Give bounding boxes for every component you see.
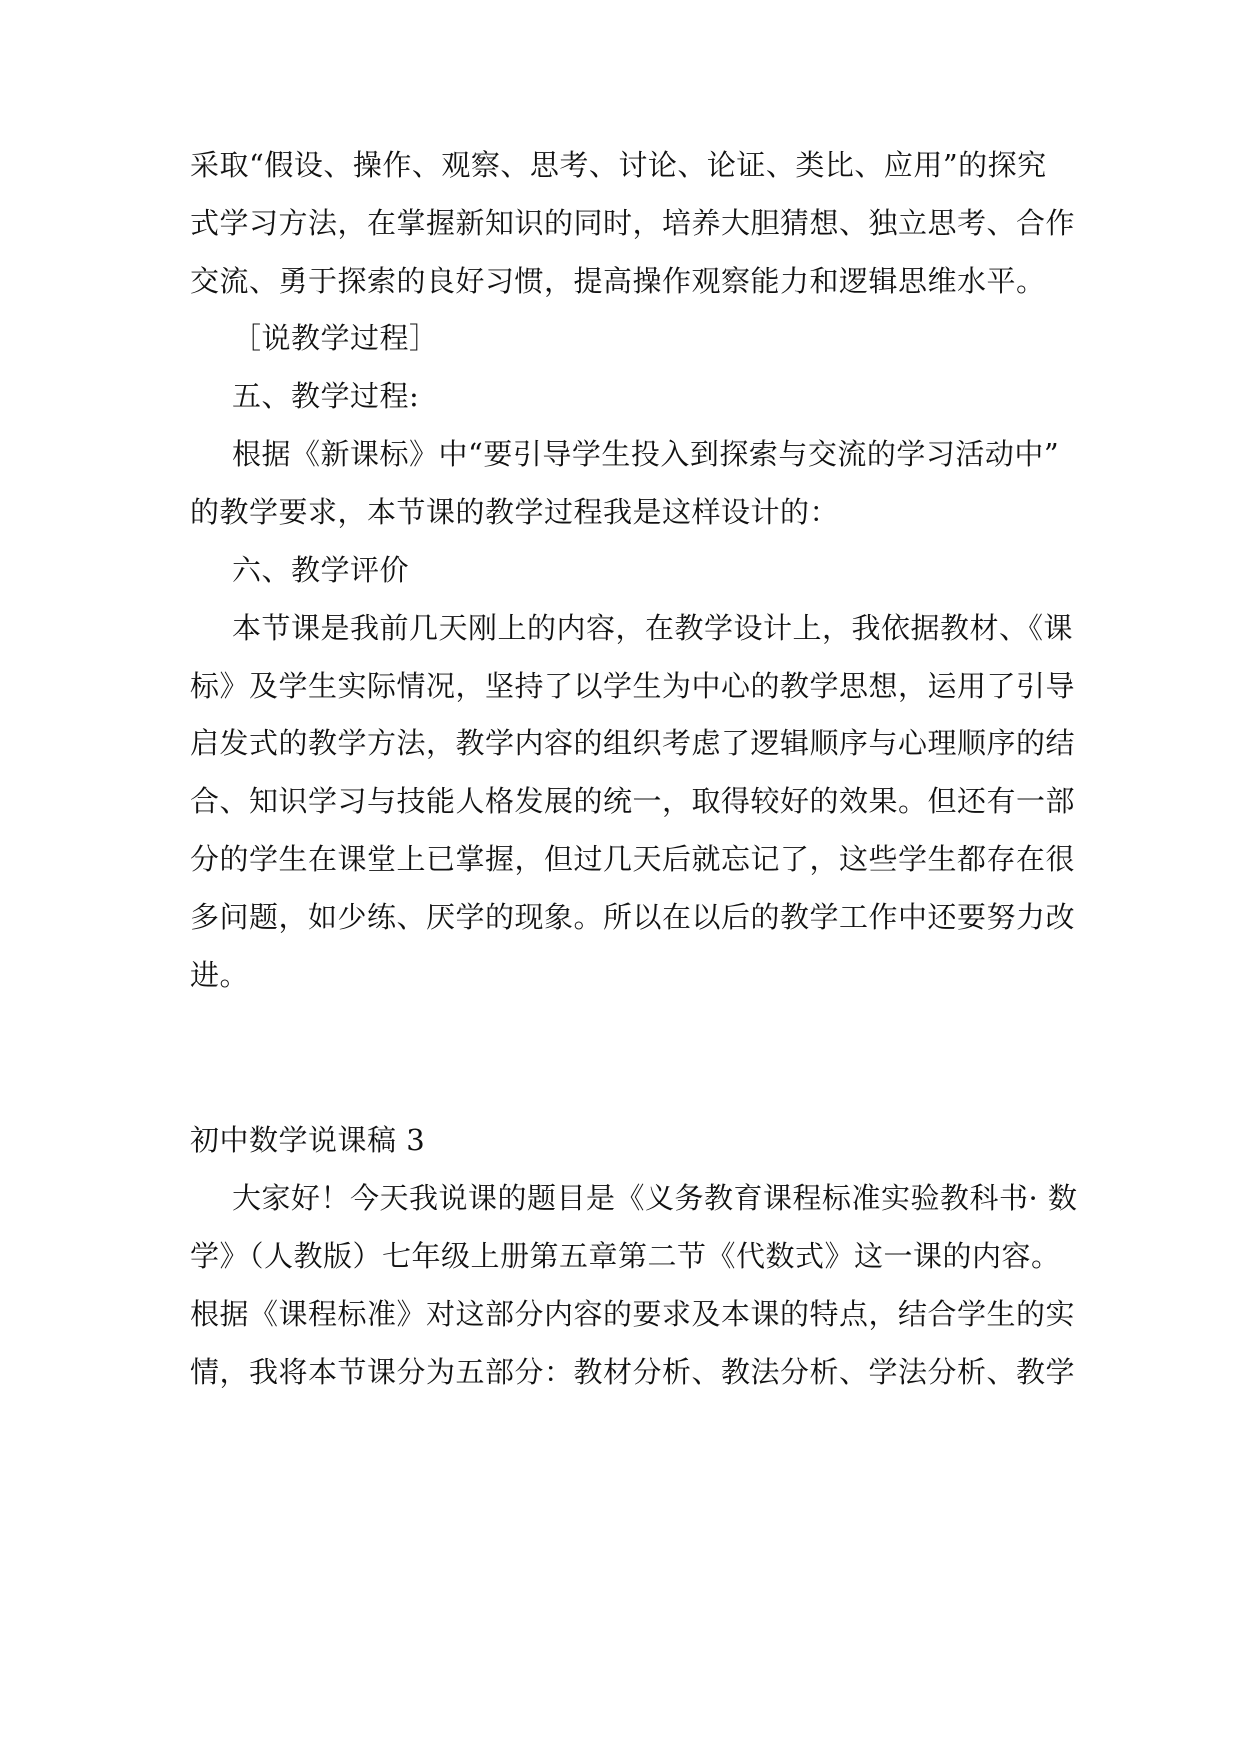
text-line: 交流、勇于探索的良好习惯，提高操作观察能力和逻辑思维水平。 (190, 264, 1046, 298)
text-line: 大家好！今天我说课的题目是《义务教育课程标准实验教科书· 数 (232, 1181, 1078, 1215)
heading-teaching-evaluation: 六、教学评价 (232, 553, 410, 587)
text-line: 采取“假设、操作、观察、思考、讨论、论证、类比、应用”的探究 (190, 148, 1047, 182)
text-line: 启发式的教学方法，教学内容的组织考虑了逻辑顺序与心理顺序的结 (190, 726, 1076, 760)
text-line: 情，我将本节课分为五部分：教材分析、教法分析、学法分析、教学 (190, 1355, 1076, 1389)
text-line: 本节课是我前几天刚上的内容，在教学设计上，我依据教材、《课 (232, 611, 1074, 645)
text-line: 的教学要求，本节课的教学过程我是这样设计的： (190, 495, 840, 529)
text-line: 根据《课程标准》对这部分内容的要求及本课的特点，结合学生的实 (190, 1297, 1076, 1331)
text-line: 分的学生在课堂上已掌握，但过几天后就忘记了，这些学生都存在很 (190, 842, 1076, 876)
section-label-teaching-process: ［说教学过程］ (232, 321, 439, 355)
text-line: 根据《新课标》中“要引导学生投入到探索与交流的学习活动中” (232, 437, 1060, 471)
document-title-3: 初中数学说课稿 3 (190, 1123, 426, 1157)
text-line: 合、知识学习与技能人格发展的统一，取得较好的效果。但还有一部 (190, 784, 1076, 818)
text-line: 多问题，如少练、厌学的现象。所以在以后的教学工作中还要努力改 (190, 900, 1076, 934)
heading-teaching-process: 五、教学过程: (232, 379, 420, 413)
text-line: 标》及学生实际情况，坚持了以学生为中心的教学思想，运用了引导 (190, 669, 1076, 703)
text-line: 学》（人教版）七年级上册第五章第二节《代数式》这一课的内容。 (190, 1239, 1061, 1273)
text-line: 式学习方法，在掌握新知识的同时，培养大胆猜想、独立思考、合作 (190, 206, 1076, 240)
text-line: 进。 (190, 958, 250, 992)
